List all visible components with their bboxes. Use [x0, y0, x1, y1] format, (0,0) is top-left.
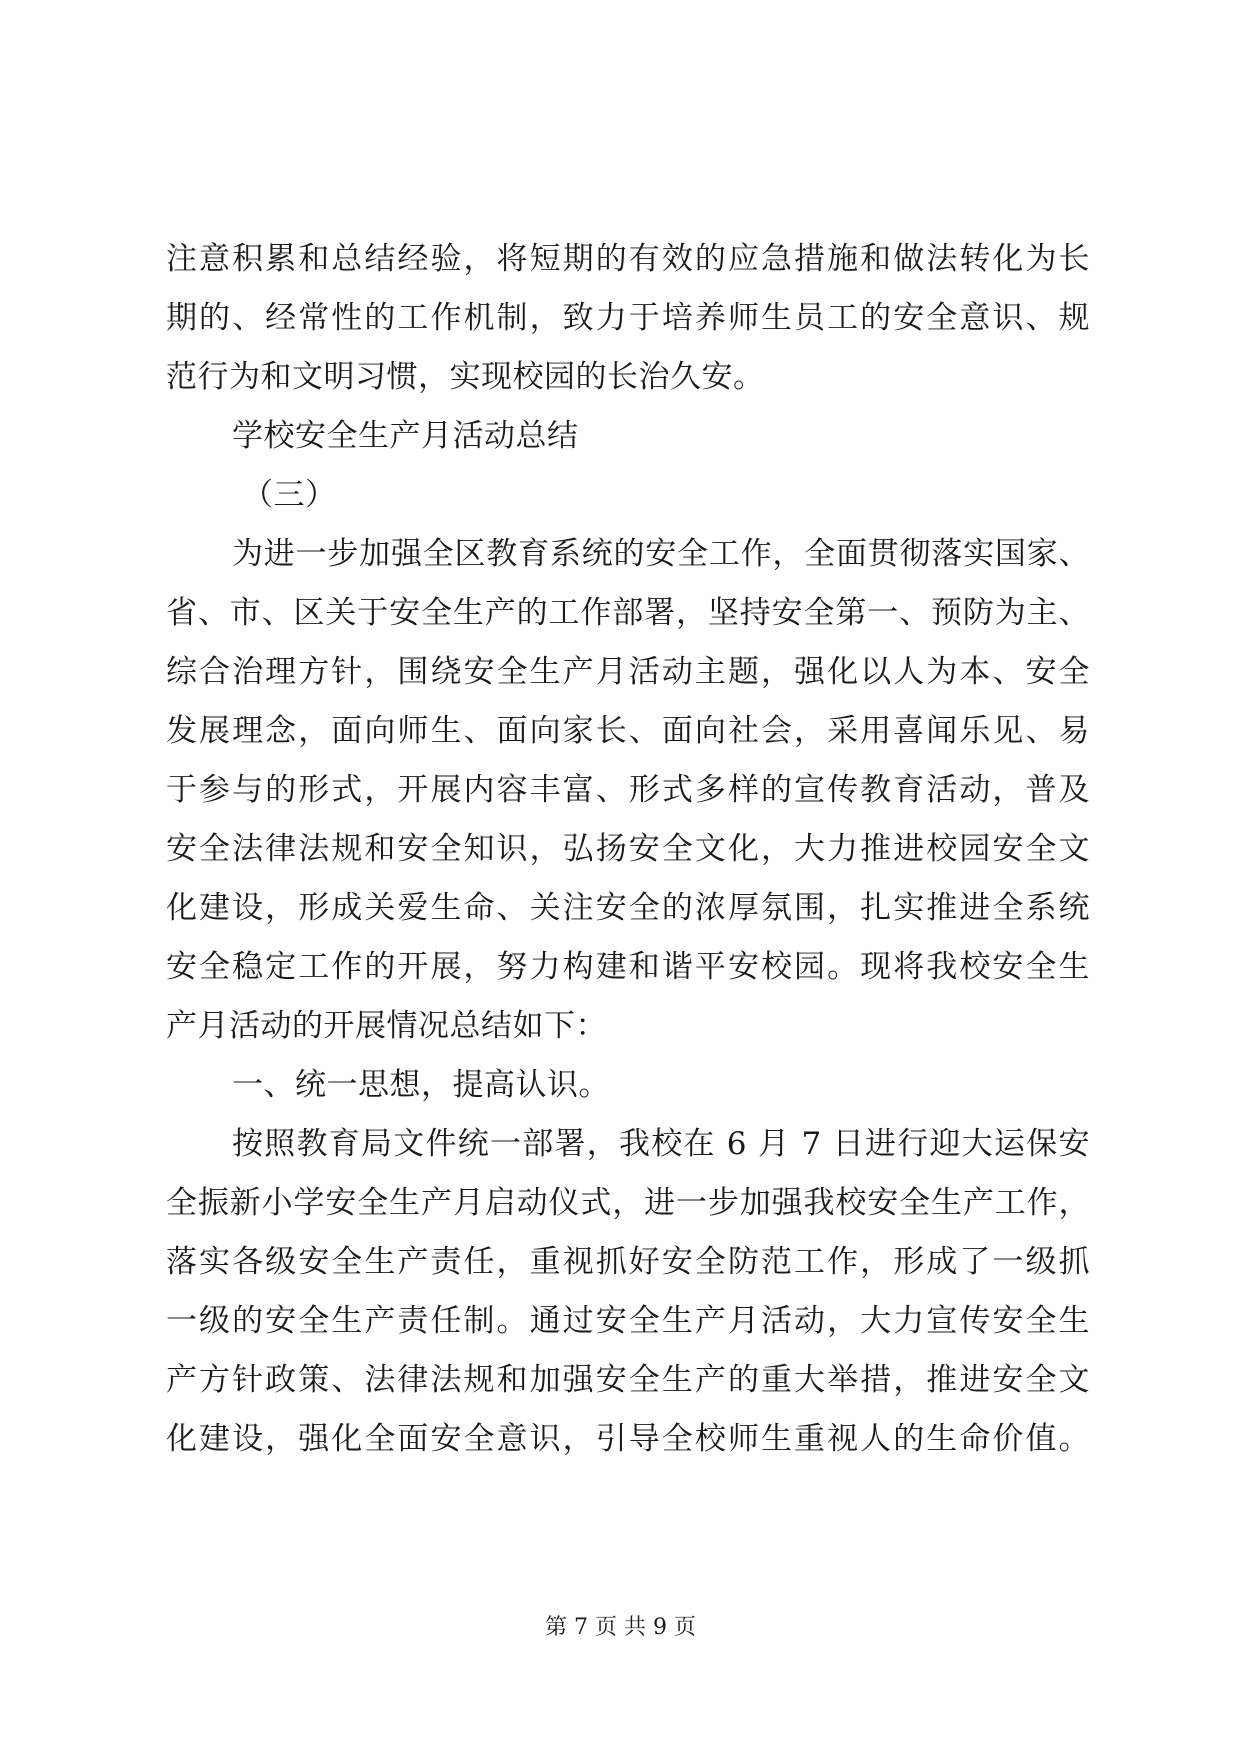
text-line: 产月活动的开展情况总结如下： — [166, 1008, 607, 1044]
text-line: 一、统一思想，提高认识。 — [232, 1067, 610, 1103]
text-line: 学校安全生产月活动总结 — [232, 418, 579, 454]
text-line: （三） — [242, 477, 337, 513]
text-line: 省、市、区关于安全生产的工作部署，坚持安全第一、预防为主、 — [166, 595, 1090, 631]
text-line: 化建设，形成关爱生命、关注安全的浓厚氛围，扎实推进全系统 — [166, 890, 1090, 926]
text-line: 于参与的形式，开展内容丰富、形式多样的宣传教育活动，普及 — [166, 772, 1090, 808]
page-footer: 第 7 页 共 9 页 — [545, 1615, 696, 1640]
text-line: 一级的安全生产责任制。通过安全生产月活动，大力宣传安全生 — [166, 1303, 1090, 1339]
text-line: 发展理念，面向师生、面向家长、面向社会，采用喜闻乐见、易 — [166, 713, 1090, 749]
text-line: 产方针政策、法律法规和加强安全生产的重大举措，推进安全文 — [166, 1362, 1090, 1398]
text-line: 安全稳定工作的开展，努力构建和谐平安校园。现将我校安全生 — [166, 949, 1090, 985]
text-line: 化建设，强化全面安全意识，引导全校师生重视人的生命价值。 — [166, 1421, 1090, 1457]
text-line: 落实各级安全生产责任，重视抓好安全防范工作，形成了一级抓 — [166, 1244, 1090, 1280]
text-line: 范行为和文明习惯，实现校园的长治久安。 — [166, 359, 765, 395]
text-line: 安全法律法规和安全知识，弘扬安全文化，大力推进校园安全文 — [166, 831, 1090, 867]
document-body — [166, 230, 1090, 1469]
text-line: 为进一步加强全区教育系统的安全工作，全面贯彻落实国家、 — [232, 536, 1090, 572]
text-line: 按照教育局文件统一部署，我校在 6 月 7 日进行迎大运保安 — [232, 1126, 1090, 1162]
text-line: 综合治理方针，围绕安全生产月活动主题，强化以人为本、安全 — [166, 654, 1090, 690]
text-line: 全振新小学安全生产月启动仪式，进一步加强我校安全生产工作， — [166, 1185, 1090, 1221]
text-line: 注意积累和总结经验，将短期的有效的应急措施和做法转化为长 — [166, 241, 1090, 277]
text-line: 期的、经常性的工作机制，致力于培养师生员工的安全意识、规 — [166, 300, 1090, 336]
